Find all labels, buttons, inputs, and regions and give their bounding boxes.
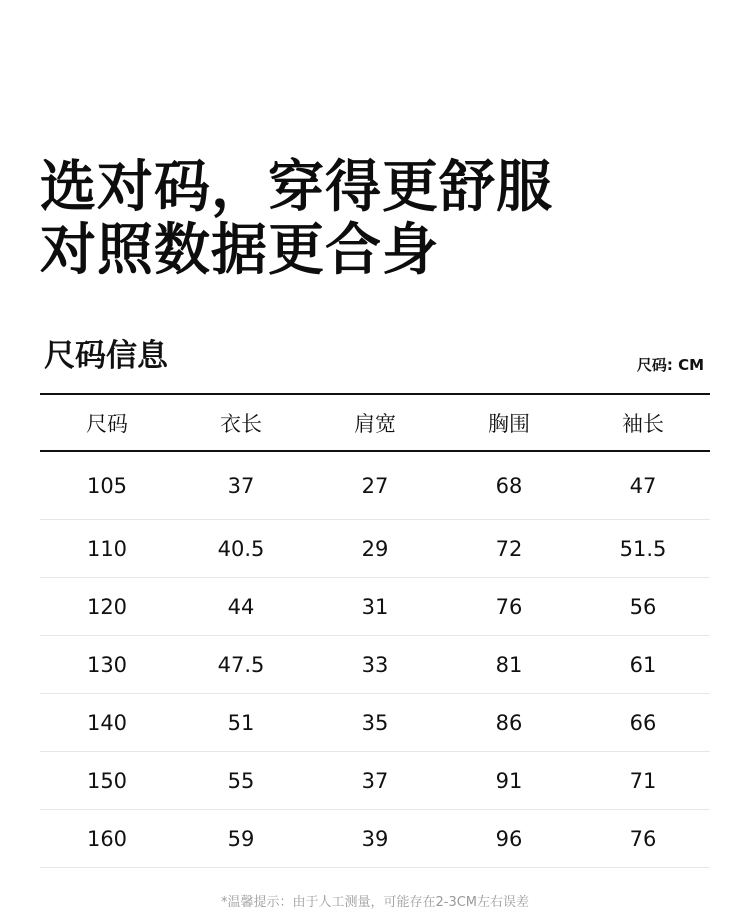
- table-cell: 76: [576, 810, 710, 868]
- table-row: [40, 451, 710, 520]
- table-cell: 47.5: [174, 636, 308, 694]
- table-cell: 37: [308, 752, 442, 810]
- table-row: [40, 578, 710, 636]
- column-header-shoulder: 肩宽: [308, 394, 442, 451]
- table-cell: 120: [40, 578, 174, 636]
- table-cell: 105: [40, 451, 174, 520]
- table-cell: 35: [308, 694, 442, 752]
- table-cell: 51: [174, 694, 308, 752]
- table-cell: 110: [40, 520, 174, 578]
- page-headline: [40, 156, 553, 282]
- table-cell: 29: [308, 520, 442, 578]
- size-table: [40, 393, 710, 868]
- table-row: [40, 752, 710, 810]
- table-cell: 86: [442, 694, 576, 752]
- table-cell: 81: [442, 636, 576, 694]
- table-cell: 66: [576, 694, 710, 752]
- table-row: [40, 694, 710, 752]
- table-cell: 56: [576, 578, 710, 636]
- table-cell: 47: [576, 451, 710, 520]
- table-cell: 150: [40, 752, 174, 810]
- unit-note: 尺码: CM: [636, 356, 704, 374]
- measurement-disclaimer: *温馨提示：由于人工测量，可能存在2-3CM左右误差: [220, 895, 530, 910]
- table-row: [40, 636, 710, 694]
- table-cell: 76: [442, 578, 576, 636]
- table-cell: 91: [442, 752, 576, 810]
- table-cell: 160: [40, 810, 174, 868]
- table-cell: 44: [174, 578, 308, 636]
- column-header-length: 衣长: [174, 394, 308, 451]
- table-header-row: [40, 394, 710, 451]
- table-cell: 61: [576, 636, 710, 694]
- table-cell: 71: [576, 752, 710, 810]
- table-cell: 39: [308, 810, 442, 868]
- column-header-sleeve: 袖长: [576, 394, 710, 451]
- table-cell: 40.5: [174, 520, 308, 578]
- table-cell: 130: [40, 636, 174, 694]
- table-cell: 72: [442, 520, 576, 578]
- headline-line-2: 对照数据更合身: [40, 218, 439, 283]
- table-cell: 51.5: [576, 520, 710, 578]
- table-cell: 37: [174, 451, 308, 520]
- table-cell: 31: [308, 578, 442, 636]
- table-row: [40, 810, 710, 868]
- table-cell: 96: [442, 810, 576, 868]
- table-cell: 68: [442, 451, 576, 520]
- headline-line-1: 选对码，穿得更舒服: [40, 155, 553, 220]
- table-cell: 55: [174, 752, 308, 810]
- table-cell: 59: [174, 810, 308, 868]
- column-header-chest: 胸围: [442, 394, 576, 451]
- table-row: [40, 520, 710, 578]
- table-cell: 27: [308, 451, 442, 520]
- section-title: 尺码信息: [44, 338, 168, 374]
- table-cell: 140: [40, 694, 174, 752]
- column-header-size: 尺码: [40, 394, 174, 451]
- table-cell: 33: [308, 636, 442, 694]
